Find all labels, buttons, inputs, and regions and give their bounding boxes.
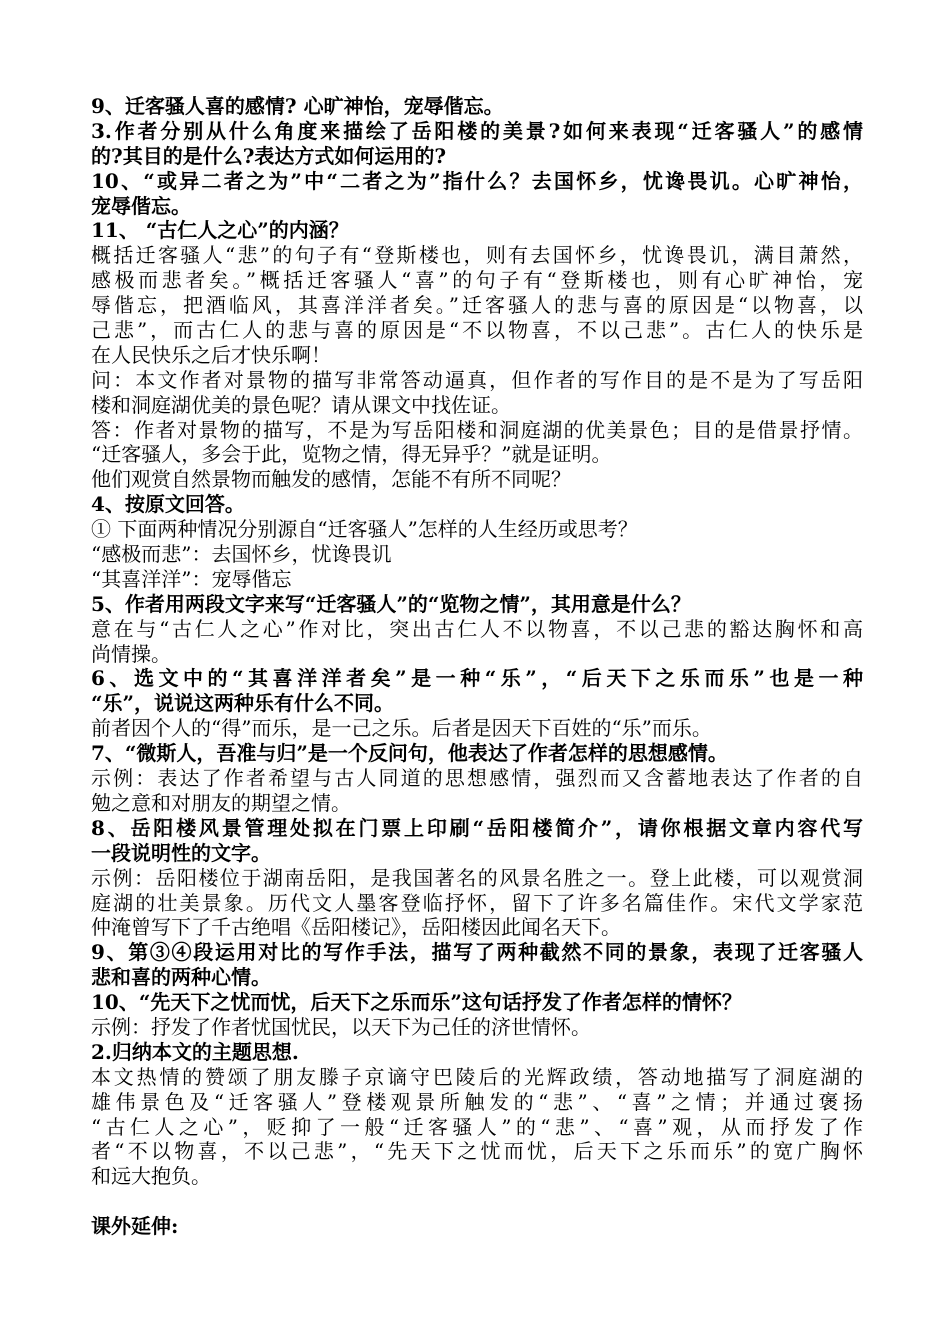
text-line: 勉之意和对朋友的期望之情。	[91, 790, 351, 815]
text-line: 9、第③④段运用对比的写作手法，描写了两种截然不同的景象，表现了迁客骚人	[91, 940, 863, 965]
text-line: 答：作者对景物的描写，不是为写岳阳楼和洞庭湖的优美景色；目的是借景抒情。	[91, 417, 863, 442]
text-line: 宠辱偕忘。	[91, 193, 191, 218]
text-line: “感极而悲”：去国怀乡，忧谗畏讥	[91, 542, 392, 567]
text-line: 10、“先天下之忧而忧，后天下之乐而乐”这句话抒发了作者怎样的情怀？	[91, 990, 742, 1015]
text-line: 3.作者分别从什么角度来描绘了岳阳楼的美景?如何来表现“迁客骚人”的感情	[91, 118, 863, 143]
text-line: 前者因个人的“得”而乐，是一己之乐。后者是因天下百姓的“乐”而乐。	[91, 716, 712, 741]
text-line: 的?其目的是什么?表达方式如何运用的?	[91, 143, 447, 168]
text-line: 庭湖的壮美景象。历代文人墨客登临抒怀，留下了许多名篇佳作。宋代文学家范	[91, 890, 863, 915]
text-line: “其喜洋洋”：宠辱偕忘	[91, 566, 292, 591]
text-line: “古仁人之心”，贬抑了一般“迁客骚人”的“悲”、“喜”观，从而抒发了作	[91, 1114, 863, 1139]
text-line: 2.归纳本文的主题思想.	[91, 1039, 299, 1064]
text-line: 雄伟景色及“迁客骚人”登楼观景所触发的“悲”、“喜”之情；并通过褒扬	[91, 1089, 863, 1114]
text-line: 仲淹曾写下了千古绝唱《岳阳楼记》，岳阳楼因此闻名天下。	[91, 915, 621, 940]
text-line: 感极而悲者矣。”概括迁客骚人“喜”的句子有“登斯楼也，则有心旷神怡，宠	[91, 268, 863, 293]
text-line: 尚情操。	[91, 641, 171, 666]
text-line: 在人民快乐之后才快乐啊！	[91, 342, 331, 367]
text-line: 4、按原文回答。	[91, 492, 245, 517]
text-line: “乐”，说说这两种乐有什么不同。	[91, 691, 395, 716]
text-line: 己悲”，而古仁人的悲与喜的原因是“不以物喜，不以己悲”。古仁人的快乐是	[91, 318, 863, 343]
text-line: 楼和洞庭湖优美的景色呢？请从课文中找佐证。	[91, 392, 511, 417]
blank-line	[91, 1189, 863, 1214]
text-line: 11、 “古仁人之心”的内涵？	[91, 218, 349, 243]
text-line: “迁客骚人，多会于此，览物之情，得无异乎？”就是证明。	[91, 442, 612, 467]
text-line: 课外延伸:	[91, 1214, 179, 1239]
text-line: 他们观赏自然景物而触发的感情，怎能不有所不同呢？	[91, 467, 571, 492]
text-line: 一段说明性的文字。	[91, 840, 271, 865]
text-line: 概括迁客骚人“悲”的句子有“登斯楼也，则有去国怀乡，忧谗畏讥，满目萧然，	[91, 243, 863, 268]
text-line: 本文热情的赞颂了朋友滕子京谪守巴陵后的光辉政绩，答动地描写了洞庭湖的	[91, 1064, 863, 1089]
text-line: 辱偕忘，把酒临风，其喜洋洋者矣。”迁客骚人的悲与喜的原因是“以物喜，以	[91, 293, 863, 318]
text-line: 9、迁客骚人喜的感情? 心旷神怡，宠辱偕忘。	[91, 94, 504, 118]
text-line: 10、“或异二者之为”中“二者之为”指什么？去国怀乡，忧谗畏讥。心旷神怡，	[91, 168, 863, 193]
text-line: 意在与“古仁人之心”作对比，突出古仁人不以物喜，不以己悲的豁达胸怀和高	[91, 616, 863, 641]
text-line: 示例：表达了作者希望与古人同道的思想感情，强烈而又含蓄地表达了作者的自	[91, 766, 863, 791]
text-line: 示例：抒发了作者忧国忧民，以天下为己任的济世情怀。	[91, 1014, 591, 1039]
text-line: 6、选文中的“其喜洋洋者矣”是一种“乐”，“后天下之乐而乐”也是一种	[91, 666, 863, 691]
text-line: 者“不以物喜，不以己悲”，“先天下之忧而忧，后天下之乐而乐”的宽广胸怀	[91, 1139, 863, 1164]
text-line: 悲和喜的两种心情。	[91, 965, 271, 990]
document-page	[91, 94, 863, 1239]
text-line: 示例：岳阳楼位于湖南岳阳，是我国著名的风景名胜之一。登上此楼，可以观赏洞	[91, 865, 863, 890]
text-line: 和远大抱负。	[91, 1164, 211, 1189]
text-line: 5、作者用两段文字来写“迁客骚人”的“览物之情”，其用意是什么？	[91, 591, 691, 616]
text-line: 问：本文作者对景物的描写非常答动逼真，但作者的写作目的是不是为了写岳阳	[91, 367, 863, 392]
text-line: ① 下面两种情况分别源自“迁客骚人”怎样的人生经历或思考？	[91, 517, 638, 542]
text-line: 8、岳阳楼风景管理处拟在门票上印刷“岳阳楼简介”，请你根据文章内容代写	[91, 815, 863, 840]
text-line: 7、“微斯人，吾准与归”是一个反问句，他表达了作者怎样的思想感情。	[91, 741, 728, 766]
